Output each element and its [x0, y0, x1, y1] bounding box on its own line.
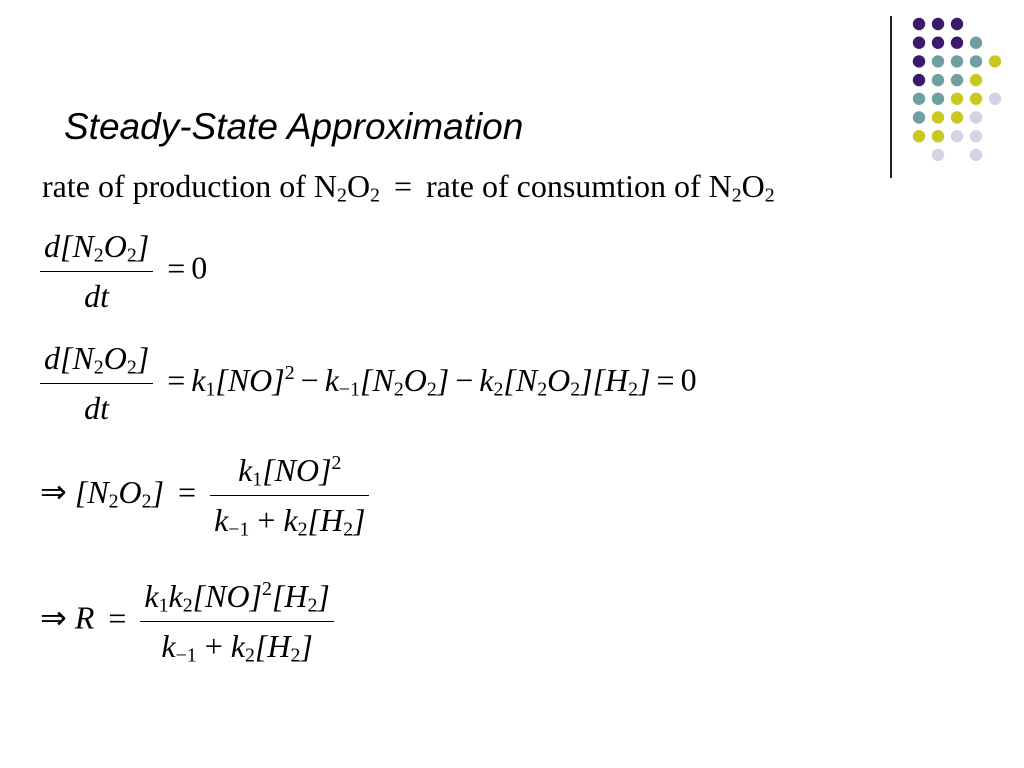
decorative-dot — [970, 37, 982, 49]
decorative-dot — [951, 18, 963, 30]
decorative-dot — [932, 37, 944, 49]
statement-left-text: rate of production of — [42, 168, 306, 204]
derivative-denominator: dt — [84, 389, 110, 426]
rate-fraction — [140, 578, 333, 665]
decorative-dot — [970, 93, 982, 105]
decorative-dot — [989, 55, 1001, 67]
equation-rate-expression — [40, 340, 697, 427]
fraction-denominator: $k_{-1} + k_2[H_2]$ — [214, 501, 366, 541]
equation-overall-rate — [40, 578, 334, 665]
decorative-dot — [913, 37, 925, 49]
implies-arrow: ⇒ — [40, 473, 67, 510]
equation-n2o2-concentration — [40, 452, 369, 539]
fraction-numerator: $k_1k_2[NO]^2[H_2]$ — [140, 578, 333, 622]
equals-sign: = — [167, 249, 186, 286]
minus-sign: − — [300, 361, 319, 398]
implies-arrow: ⇒ — [40, 599, 67, 636]
rate-symbol: R — [74, 599, 95, 636]
decorative-dot — [970, 74, 982, 86]
equals-sign: = — [393, 168, 413, 204]
species-n2o2: $N_2O_2$ — [708, 168, 775, 207]
decorative-dot — [913, 111, 925, 123]
minus-sign: − — [455, 361, 474, 398]
derivative-numerator: $d[N_2O_2]$ — [40, 340, 153, 384]
decorative-dot — [913, 18, 925, 30]
decorative-dot — [932, 55, 944, 67]
decorative-dot — [951, 93, 963, 105]
fraction-numerator: $k_1[NO]^2$ — [210, 452, 369, 496]
decorative-dot — [951, 111, 963, 123]
equals-sign: = — [656, 361, 675, 398]
decorative-dot — [970, 111, 982, 123]
slide-title: Steady-State Approximation — [64, 106, 524, 147]
decorative-dot — [951, 37, 963, 49]
statement-right-text: rate of consumtion of — [426, 168, 701, 204]
decorative-dot — [932, 149, 944, 161]
decorative-dot — [932, 18, 944, 30]
decorative-dot — [932, 111, 944, 123]
equals-sign: = — [167, 361, 186, 398]
concentration-fraction — [210, 452, 369, 539]
decorative-dot — [970, 149, 982, 161]
derivative-fraction — [40, 340, 153, 427]
decorative-dot — [913, 93, 925, 105]
rate-term-k1: $k_1[NO]^2$ — [191, 361, 295, 400]
decorative-dot — [951, 55, 963, 67]
decorative-vertical-line — [890, 16, 892, 178]
n2o2-concentration: $[N_2O_2]$ — [74, 473, 165, 512]
decorative-dot — [932, 93, 944, 105]
rate-term-kminus1: $k_{-1}[N_2O_2]$ — [324, 361, 450, 400]
decorative-dot — [913, 55, 925, 67]
decorative-dot — [951, 130, 963, 142]
statement-line — [42, 168, 775, 205]
decorative-dot — [932, 130, 944, 142]
decorative-dot — [970, 130, 982, 142]
decorative-dot — [951, 74, 963, 86]
decorative-dot — [913, 74, 925, 86]
decorative-dot-grid — [0, 0, 1024, 180]
decorative-dot — [970, 55, 982, 67]
derivative-fraction — [40, 228, 153, 315]
rhs-value: 0 — [680, 361, 697, 398]
equals-sign: = — [178, 473, 197, 510]
equation-rate-zero — [40, 228, 207, 315]
derivative-denominator: dt — [84, 277, 110, 314]
decorative-dot — [932, 74, 944, 86]
equals-sign: = — [108, 599, 127, 636]
decorative-dot — [913, 130, 925, 142]
derivative-numerator: $d[N_2O_2]$ — [40, 228, 153, 272]
fraction-denominator: $k_{-1} + k_2[H_2]$ — [161, 627, 313, 667]
species-n2o2: $N_2O_2$ — [313, 168, 380, 207]
decorative-dot — [989, 93, 1001, 105]
rhs-value: 0 — [191, 249, 208, 286]
rate-term-k2: $k_2[N_2O_2][H_2]$ — [479, 361, 651, 400]
